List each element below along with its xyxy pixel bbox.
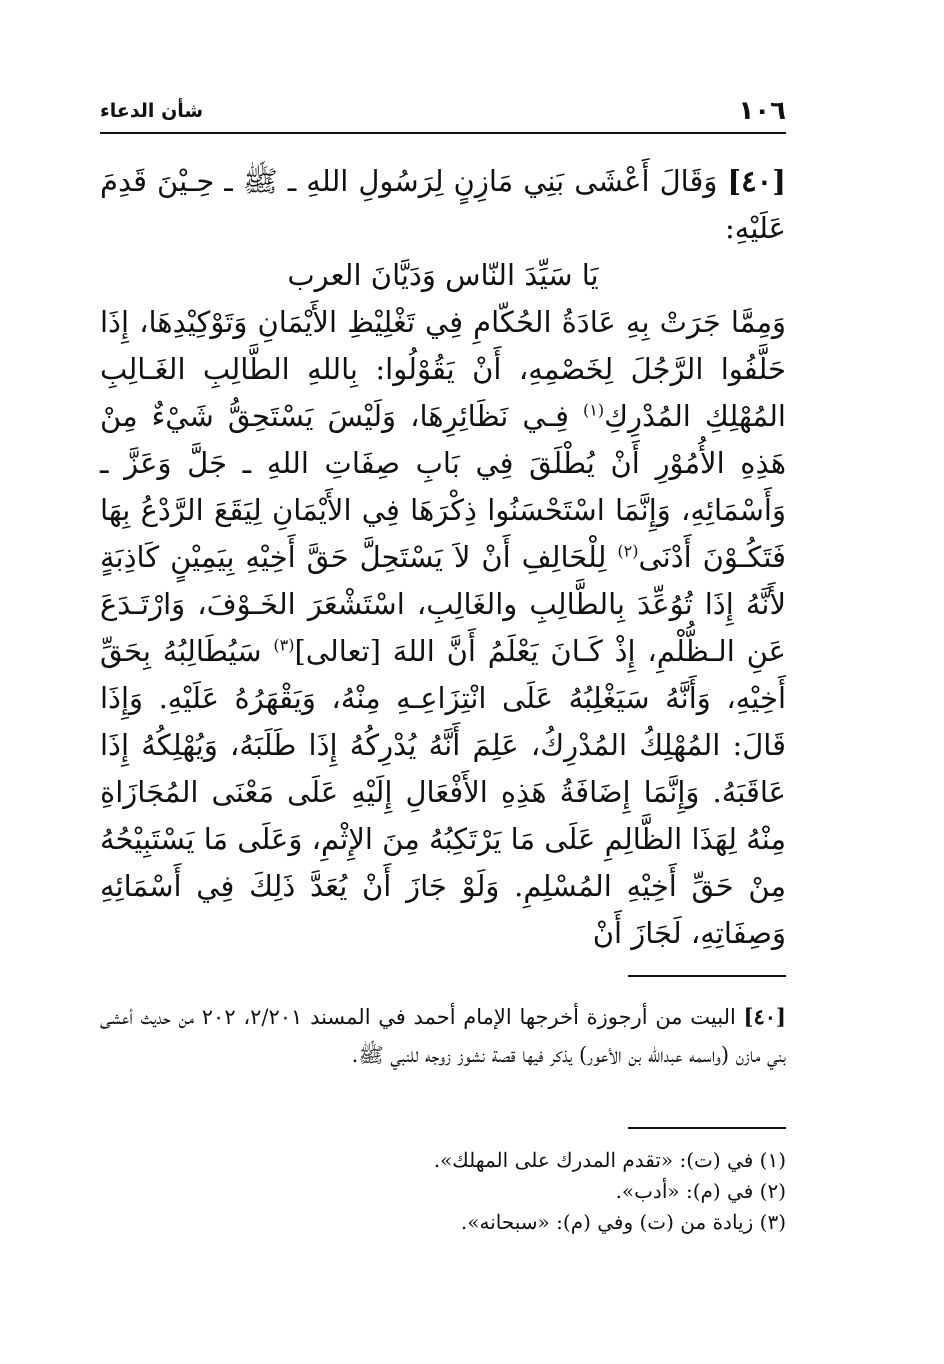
commentary-paragraph (100, 299, 786, 957)
paragraph-part-3: لِلْحَالِفِ أَنْ لاَ يَسْتَحِلَّ حَقَّ أَخِيْهِ بِيَمِيْنٍ كَاذِبَةٍ لأَنَّهُ إِذَا تُوُعِّدَ بِالطَّالِبِ والغَالِبِ، اسْتَشْعَرَ الخَـوْفَ، وَارْتَـدَعَ عَنِ الـظُّلْمِ، إِذْ كَـانَ يَعْلَمُ أَنَّ اللهَ [تعالى] (100, 540, 786, 668)
source-note-text: البيت من أرجوزة أخرجها الإمام أحمد في المسند ٢/٢٠١، ٢٠٢ من حديث أعشى بني مازن (واسمه عبدالله بن الأعور) يذكر فيها قصة نشوز زوجه للنبي ﷺ. (100, 1005, 786, 1067)
footnote-2: (٢) في (م): «أدب». (615, 1179, 786, 1203)
running-title: شأن الدعاء (100, 100, 204, 122)
footnote-separator (628, 1127, 786, 1129)
paragraph-part-4: سَيُطَالِبُهُ بِحَقِّ أَخِيْهِ، وَأَنَّهُ سَيَغْلِبُهُ عَلَى انْتِزَاعِـهِ مِنْهُ، وَيَقْهَرُهُ عَلَيْهِ. وَإِذَا قَالَ: المُهْلِكُ المُدْرِكُ، عَلِمَ أَنَّهُ يُدْرِكُهُ إِذَا طَلَبَهُ، وَيُهْلِكُهُ إِذَا عَاقَبَهُ. وَإِنَّمَا إِضَافَةُ هَذِهِ الأَفْعَالِ إِلَيْهِ عَلَى مَعْنَى المُجَازَاةِ مِنْهُ لِهَذَا الظَّالِمِ عَلَى مَا يَرْتَكِبُهُ مِنَ الإِثْمِ، وَعَلَى مَا يَسْتَبِيْحُهُ مِنْ حَقِّ أَخِيْهِ المُسْلِمِ. وَلَوْ جَازَ أَنْ يُعَدَّ ذَلِكَ فِي أَسْمَائِهِ وَصِفَاتِهِ، لَجَازَ أَنْ (100, 634, 786, 950)
footnotes (100, 1145, 786, 1238)
footnote-ref-1[interactable]: (١) (582, 400, 605, 420)
entry-intro (100, 158, 786, 252)
footnote-ref-2[interactable]: (٢) (617, 541, 639, 561)
paragraph-part-2: فِـي نَظَائِرِهَا، وَلَيْسَ يَسْتَحِقُّ شَيْءٌ مِنْ هَذِهِ الأُمُوْرِ أَنْ يُطْلَقَ فِي بَابِ صِفَاتِ اللهِ ـ جَلَّ وَعَزَّ ـ وَأَسْمَائِهِ، وَإِنَّمَا اسْتَحْسَنُوا ذِكْرَهَا فِي الأَيْمَانِ لِيَقَعَ الرَّدْعُ بِهَا فَتَكُـوْنَ أَدْنَى (100, 399, 786, 574)
header-rule (100, 132, 786, 134)
entry-label: [٤٠] (727, 164, 786, 198)
verse-line: يَا سَيِّدَ النّاس وَدَيَّانَ العرب (287, 258, 599, 292)
source-note (100, 998, 786, 1074)
entry-intro-text: وَقَالَ أَعْشَى بَنِي مَازِنٍ لِرَسُولِ اللهِ ـ ﷺ ـ حِـيْنَ قَدِمَ عَلَيْهِ: (100, 164, 786, 245)
source-note-label: [٤٠] (743, 1004, 786, 1029)
source-note-paragraph (100, 998, 786, 1074)
main-text (100, 158, 786, 957)
footnote-3: (٣) زيادة من (ت) وفي (م): «سبحانه». (460, 1210, 786, 1234)
page-header (100, 92, 786, 130)
note-separator (628, 975, 786, 977)
paragraph-part-1: وَمِمَّا جَرَتْ بِهِ عَادَةُ الحُكّامِ فِي تَغْلِيْظِ الأَيْمَانِ وَتَوْكِيْدِهَا، إِذَا حَلَّفُوا الرَّجُلَ لِخَصْمِهِ، أَنْ يَقُوْلُوا: بِاللهِ الطَّالِبِ الغَـالِبِ المُهْلِكِ المُدْرِكِ (100, 305, 786, 433)
page-number: ١٠٦ (738, 96, 786, 126)
footnote-ref-3[interactable]: (٣) (273, 635, 295, 655)
footnote-1: (١) في (ت): «تقدم المدرك على المهلك». (433, 1148, 786, 1172)
